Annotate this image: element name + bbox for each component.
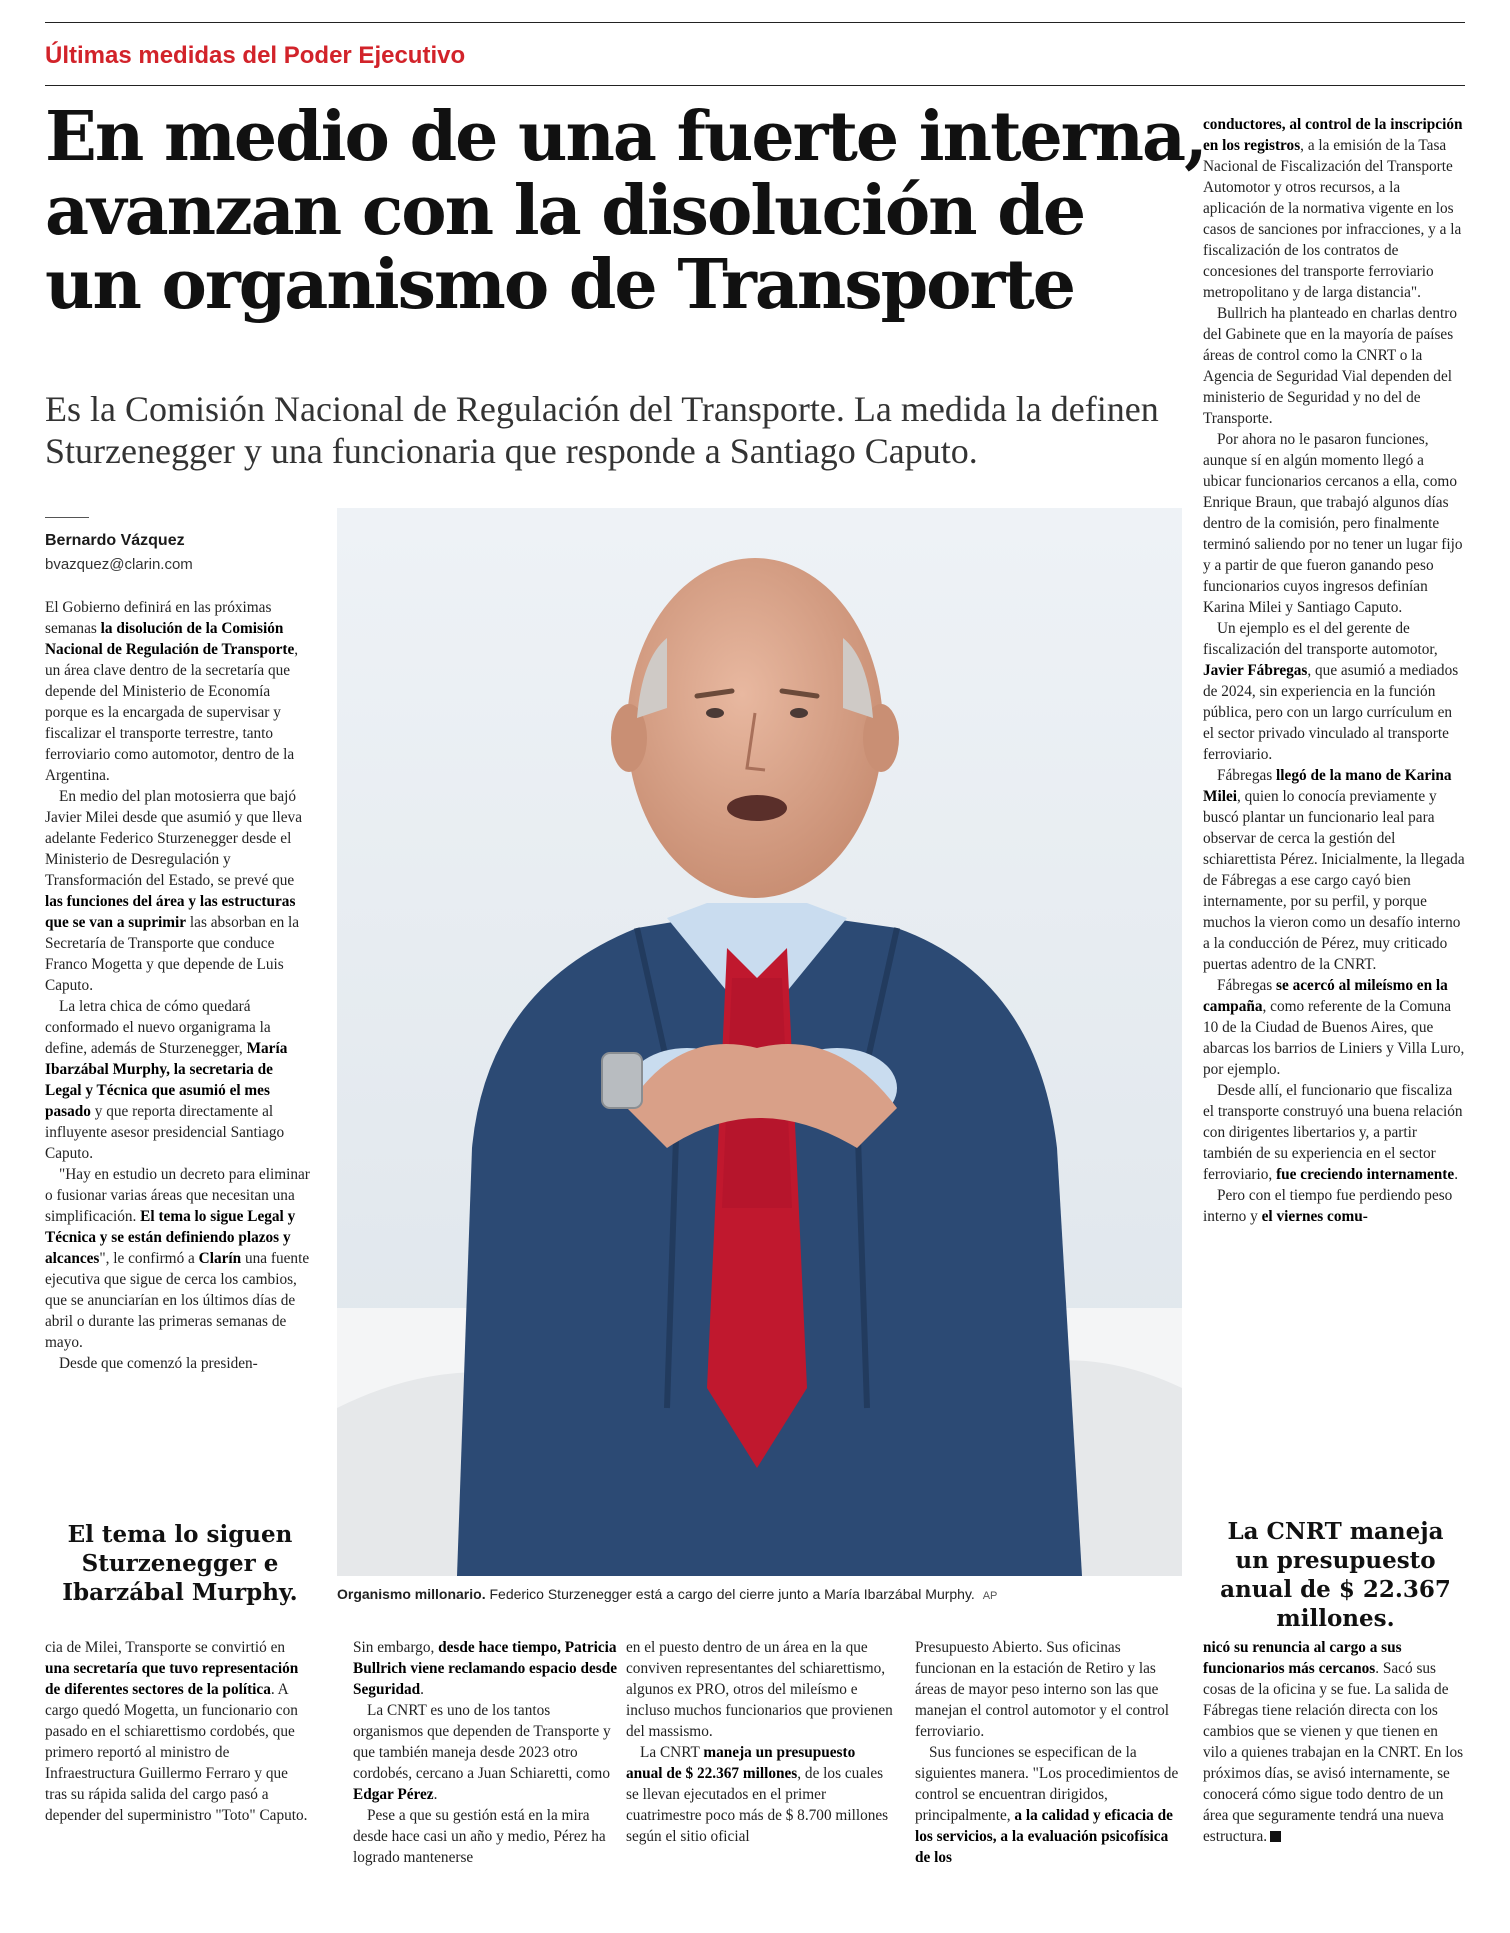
bold-text: Javier Fábregas [1203,662,1308,679]
article-paragraph [1203,1080,1465,1185]
article-paragraph [1203,765,1465,975]
bold-text: desde hace tiempo, Patricia Bullrich viene reclamando espacio desde Seguridad [353,1639,618,1698]
bold-text: maneja un presupuesto anual de $ 22.367 millones [626,1744,856,1782]
bold-text: conductores, al control de la inscripción en los registros [1203,116,1463,154]
bold-text: Clarín [198,1250,242,1267]
article-paragraph [1203,618,1465,765]
article-paragraph [1203,1185,1465,1227]
bold-text: una secretaría que tuvo representación de diferentes sectores de la política [45,1660,299,1698]
pull-quote-right: La CNRT maneja un presupuesto anual de $ 22.367 millones. [1220,1518,1451,1632]
headline-line: un organismo de Transporte [45,245,1075,325]
text-run: Sus funciones se especifican de la siguientes manera. "Los procedimientos de control se encuentran dirigidos, principalmente, [915,1744,1179,1824]
article-paragraph [45,786,313,996]
text-run: en el puesto dentro de un área en la que conviven representantes del schiarettismo, algunos ex PRO, otros del mileísmo e incluso muchos funcionarios que provienen del massismo. [626,1639,893,1740]
text-run: , como referente de la Comuna 10 de la Ciudad de Buenos Aires, que abarcas los barrios de Liniers y Villa Luro, por ejemplo. [1203,998,1465,1078]
text-run: las absorban en la Secretaría de Transporte que conduce Franco Mogetta y que depende de Luis Caputo. [45,914,300,994]
article-column-1 [45,597,313,1374]
text-run: . [420,1681,424,1698]
text-run: Pero con el tiempo fue perdiendo peso interno y [1203,1187,1453,1225]
bold-text: Edgar Pérez [353,1786,434,1803]
text-run: una fuente ejecutiva que sigue de cerca los cambios, que se anunciarían en los últimos días de abril o durante las primeras semanas de mayo. [45,1250,310,1351]
text-run: Presupuesto Abierto. Sus oficinas funcionan en la estación de Retiro y las áreas de mayor peso interno son las que manejan el control automotor y el control ferroviario. [915,1639,1170,1740]
text-run: ", le confirmó a [99,1250,199,1267]
article-paragraph [45,996,313,1164]
headline-line: En medio de una fuerte interna, [45,97,1206,177]
section-label: Últimas medidas del Poder Ejecutivo [45,42,466,69]
headline-line: avanzan con la disolución de [45,171,1085,251]
bold-text: fue creciendo internamente [1276,1166,1455,1183]
author-name: Bernardo Vázquez [45,532,185,549]
bold-text: a la calidad y eficacia de los servicios, a la evaluación psicofísica de los [915,1807,1173,1866]
text-run: "Hay en estudio un decreto para eliminar o fusionar varias áreas que necesitan una simplificación. [45,1166,310,1225]
subheadline [45,388,1185,472]
text-run: El Gobierno definirá en las próximas semanas [45,599,272,637]
bold-text: se acercó al mileísmo en la campaña [1203,977,1448,1015]
bold-text: la disolución de la Comisión Nacional de Regulación de Transporte [45,620,295,658]
text-run: En medio del plan motosierra que bajó Javier Milei desde que asumió y que lleva adelante Federico Sturzenegger desde el Ministerio de Desregulación y Transformación del Estado, se prevé que [45,788,302,889]
text-run: Bullrich ha planteado en charlas dentro del Gabinete que en la mayoría de países áreas de control como la CNRT o la Agencia de Seguridad Vial dependen del ministerio de Seguridad y no del de Transporte. [1203,305,1457,427]
article-paragraph [1203,975,1465,1080]
article-paragraph [626,1742,894,1847]
article-column-bottom-1 [45,1637,313,1826]
article-paragraph [353,1637,621,1700]
end-square-icon [1270,1831,1281,1842]
text-run: . [1454,1166,1459,1183]
text-run: , un área clave dentro de la secretaría que depende del Ministerio de Economía porque es la encargada de supervisar y fiscalizar el transporte terrestre, tanto ferroviario como automotor, dentro de la Argentina. [45,641,299,784]
text-run: La CNRT [640,1744,704,1761]
text-run: Fábregas [1217,767,1277,784]
text-run: . [433,1786,438,1803]
section-rule [45,85,1465,86]
article-paragraph [915,1637,1183,1742]
article-paragraph [353,1700,621,1805]
text-run: cia de Milei, Transporte se convirtió en [45,1639,286,1656]
article-paragraph [915,1742,1183,1868]
headline [45,97,1206,325]
text-run: , quien lo conocía previamente y buscó plantar un funcionario leal para observar de cerca la gestión del schiarettista Pérez. Inicialmente, la llegada de Fábregas a ese cargo cayó bien internamente, por su perfil, y porque muchos la vieron como un desafío interno a la conducción de Pérez, muy criticado puertas adentro de la CNRT. [1203,788,1465,973]
portrait-illustration [337,508,1182,1576]
text-run: La CNRT es uno de los tantos organismos que dependen de Transporte y que también maneja desde 2023 otro cordobés, cercano a Juan Schiaretti, como [353,1702,611,1782]
text-run: , de los cuales se llevan ejecutados en el primer cuatrimestre poco más de $ 8.700 millones según el sitio oficial [626,1765,889,1845]
article-paragraph [45,1637,313,1826]
author-email[interactable]: bvazquez@clarin.com [45,556,193,573]
text-run: , a la emisión de la Tasa Nacional de Fiscalización del Transporte Automotor y otros recursos, a la aplicación de la normativa vigente en los casos de sanciones por infracciones, y a la fiscalización de los contratos de concesiones del transporte ferroviario metropolitano y de larga distancia". [1203,137,1462,301]
bold-text: las funciones del área y las estructuras que se van a suprimir [45,893,296,931]
subheadline-line: Sturzenegger y una funcionaria que responde a Santiago Caputo. [45,431,978,471]
bold-text: El tema lo sigue Legal y Técnica y se están definiendo plazos y alcances [45,1208,296,1267]
subheadline-line: Es la Comisión Nacional de Regulación del Transporte. La medida la definen [45,389,1159,429]
bold-text: llegó de la mano de Karina Milei [1203,767,1452,805]
text-run: Por ahora no le pasaron funciones, aunque sí en algún momento llegó a ubicar funcionarios cercanos a ella, como Enrique Braun, que trabajó algunos días dentro de la comisión, pero finalmente terminó saliendo por no tener un lugar fijo y a partir de que fueron ganando peso funcionarios cuyos ingresos definían Karina Milei y Santiago Caputo. [1203,431,1463,616]
text-run: . A cargo quedó Mogetta, un funcionario con pasado en el schiarettismo cordobés, que primero reportó al ministro de Infraestructura Guillermo Ferraro y que tras su rápida salida del cargo pasó a depender del superministro "Toto" Caputo. [45,1681,308,1824]
text-run: Pese a que su gestión está en la mira desde hace casi un año y medio, Pérez ha logrado mantenerse [353,1807,606,1866]
caption-lead: Organismo millonario. [337,1586,486,1602]
text-run: Sin embargo, [353,1639,439,1656]
bold-text: el viernes comu- [1261,1208,1368,1225]
photo-credit: AP [982,1590,998,1602]
photo-caption [337,1586,1197,1602]
bold-text: nicó su renuncia al cargo a sus funcionarios más cercanos [1203,1639,1402,1677]
text-run: y que reporta directamente al influyente asesor presidencial Santiago Caputo. [45,1103,285,1162]
caption-text: Federico Sturzenegger está a cargo del cierre junto a María Ibarzábal Murphy. [489,1586,975,1602]
top-rule [45,22,1465,23]
article-paragraph [1203,114,1465,303]
article-photo [337,508,1182,1576]
bold-text: María Ibarzábal Murphy, la secretaria de Legal y Técnica que asumió el mes pasado [45,1040,288,1120]
byline-rule [45,517,89,518]
text-run: La letra chica de cómo quedará conformado el nuevo organigrama la define, además de Sturzenegger, [45,998,271,1057]
article-paragraph [626,1637,894,1742]
article-column-right [1203,114,1465,1227]
article-paragraph [1203,429,1465,618]
text-run: Desde allí, el funcionario que fiscaliza el transporte construyó una buena relación con dirigentes libertarios y, a partir también de su experiencia en el sector ferroviario, [1203,1082,1463,1183]
pull-quote-left: El tema lo siguen Sturzenegger e Ibarzábal Murphy. [62,1521,298,1606]
article-paragraph [45,1353,313,1374]
text-run: , que asumió a mediados de 2024, sin experiencia en la función pública, pero con un largo currículum en el sector privado vinculado al transporte ferroviario. [1203,662,1459,763]
article-paragraph [1203,1637,1465,1847]
article-paragraph [1203,303,1465,429]
article-column-bottom-3 [626,1637,894,1847]
article-column-bottom-2 [353,1637,621,1868]
article-column-bottom-5 [1203,1637,1465,1847]
article-column-bottom-4 [915,1637,1183,1868]
text-run: . Sacó sus cosas de la oficina y se fue. La salida de Fábregas tiene relación directa con los cambios que se vienen y que tienen en vilo a quienes trabajan en la CNRT. En los próximos días, se avisó internamente, se conocerá cómo sigue todo dentro de un área que seguramente tendrá una nueva estructura. [1203,1660,1464,1845]
text-run: Desde que comenzó la presiden- [59,1355,258,1372]
text-run: Fábregas [1217,977,1277,994]
text-run: Un ejemplo es el del gerente de fiscalización del transporte automotor, [1203,620,1438,658]
article-paragraph [45,1164,313,1353]
article-paragraph [353,1805,621,1868]
article-paragraph [45,597,313,786]
